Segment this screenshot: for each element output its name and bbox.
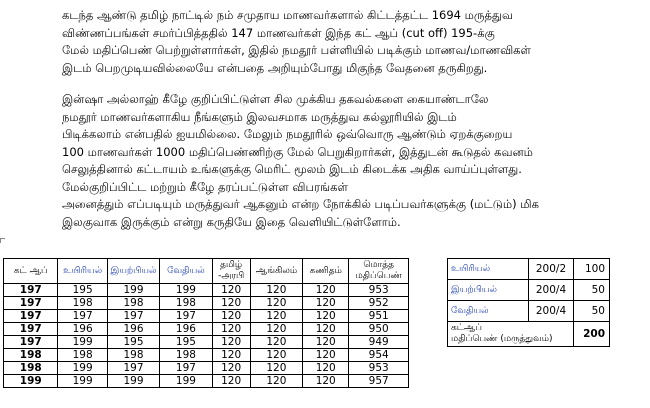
text-line: 100 மாணவர்கள் 1000 மதிப்பெண்ணிற்கு மேல் பெறுகிறார்கள், இத்துடன் கூடுதல் கவனம் [62, 144, 533, 159]
text-line: கடந்த ஆண்டு தமிழ் நாட்டில் நம் சமுதாய மாணவர்களால் கிட்டத்தட்ட 1694 மருத்துவ [62, 8, 514, 22]
table-row [4, 362, 409, 375]
cutoff-row-calc: 200/4 [529, 280, 574, 301]
text-line: செலுத்தினால் கட்டாயம் உங்களுக்கு மெரிட் மூலம் இடம் கிடைக்க அதிக வாய்ப்புள்ளது. [62, 162, 522, 176]
cutoff-cell: 197 [4, 336, 58, 349]
cutoff-cell: 197 [4, 310, 58, 323]
mark-cell: 120 [212, 323, 250, 336]
cutoff-row-calc: 200/2 [529, 259, 574, 280]
mark-cell: 949 [349, 336, 409, 349]
mark-cell: 120 [250, 349, 302, 362]
mark-cell: 120 [250, 284, 302, 297]
mark-cell: 120 [303, 349, 349, 362]
cutoff-row [448, 301, 610, 322]
mark-cell: 957 [349, 375, 409, 388]
mark-cell: 120 [212, 375, 250, 388]
header-total: மொத்த மதிப்பெண் [349, 259, 409, 284]
table-body [4, 284, 409, 388]
table-row [4, 375, 409, 388]
cutoff-calc-table [447, 258, 610, 347]
mark-cell: 198 [58, 349, 107, 362]
header-physics: இயற்பியல் [107, 259, 159, 284]
cutoff-row-value: 50 [574, 301, 610, 322]
cutoff-row-label: இயற்பியல் [448, 280, 529, 301]
mark-cell: 199 [58, 336, 107, 349]
table-anchor-mark [0, 238, 5, 243]
mark-cell: 120 [303, 375, 349, 388]
cutoff-row [448, 280, 610, 301]
cutoff-row-label: வேதியல் [448, 301, 529, 322]
intro-paragraph [62, 7, 594, 77]
table-row [4, 284, 409, 297]
mark-cell: 196 [160, 323, 212, 336]
mark-cell: 950 [349, 323, 409, 336]
text-line: மேல் மதிப்பெண் பெற்றுள்ளார்கள், இதில் நமதூர் பள்ளியில் படிக்கும் மாணவ/மாணவிகள் [62, 43, 531, 57]
mark-cell: 120 [212, 297, 250, 310]
mark-cell: 198 [107, 349, 159, 362]
mark-cell: 196 [58, 323, 107, 336]
mark-cell: 120 [303, 323, 349, 336]
header-maths: கணிதம் [303, 259, 349, 284]
header-english: ஆங்கிலம் [250, 259, 302, 284]
mark-cell: 199 [160, 375, 212, 388]
text-line: இன்ஷா அல்லாஹ் கீழே குறிப்பிட்டுள்ள சில முக்கிய தகவல்களை கையாண்டாலே [62, 92, 489, 106]
header-chemistry: வேதியல் [160, 259, 212, 284]
cutoff-total-label [448, 322, 574, 347]
mark-cell: 120 [250, 336, 302, 349]
cutoff-cell: 197 [4, 323, 58, 336]
mark-cell: 198 [58, 297, 107, 310]
cutoff-cell: 198 [4, 362, 58, 375]
text-line: பிடிக்கலாம் என்பதில் ஐயமில்லை. மேலும் நமதூரில் ஒவ்வொரு ஆண்டும் ஏறக்குறைய [62, 127, 513, 141]
cutoff-total-label-line2: மதிப்பெண் (மருத்துவம்) [451, 334, 553, 344]
mark-cell: 199 [107, 284, 159, 297]
cutoff-cell: 197 [4, 297, 58, 310]
mark-cell: 199 [107, 375, 159, 388]
mark-cell: 120 [212, 349, 250, 362]
mark-cell: 951 [349, 310, 409, 323]
table-row [4, 310, 409, 323]
mark-cell: 120 [303, 310, 349, 323]
mark-cell: 199 [160, 284, 212, 297]
mark-cell: 120 [303, 297, 349, 310]
marks-table [3, 258, 409, 388]
cutoff-total-row [448, 322, 610, 347]
mark-cell: 120 [212, 362, 250, 375]
mark-cell: 195 [160, 336, 212, 349]
cutoff-row [448, 259, 610, 280]
text-line: நமதூர் மாணவர்களாகிய நீங்களும் இலவசமாக மருத்துவ கல்லூரியில் இடம் [62, 109, 457, 124]
cutoff-row-value: 100 [574, 259, 610, 280]
text-line: இடம் பெறமுடியவில்லையே என்பதை அறியும்போது மிகுந்த வேதனை தருகிறது. [62, 60, 488, 75]
mark-cell: 198 [107, 297, 159, 310]
mark-cell: 197 [107, 362, 159, 375]
text-line: மேல்குறிப்பிட்ட மற்றும் கீழே தரப்பட்டுள்ள விபரங்கள் [62, 179, 348, 194]
mark-cell: 195 [58, 284, 107, 297]
cutoff-cell: 197 [4, 284, 58, 297]
table-row [4, 297, 409, 310]
mark-cell: 953 [349, 362, 409, 375]
mark-cell: 197 [160, 310, 212, 323]
mark-cell: 120 [250, 310, 302, 323]
mark-cell: 120 [303, 336, 349, 349]
mark-cell: 197 [107, 310, 159, 323]
mark-cell: 199 [58, 375, 107, 388]
text-line: விண்ணப்பங்கள் சமர்ப்பித்ததில் 147 மாணவர்கள் இந்த கட் ஆப் (cut off) 195-க்கு [62, 25, 495, 40]
table-row [4, 336, 409, 349]
mark-cell: 197 [58, 310, 107, 323]
cutoff-total-label-line1: கட்ஆப் [451, 323, 482, 333]
mark-cell: 199 [58, 362, 107, 375]
text-line: இலகுவாக இருக்கும் என்று கருதியே இதை வெளியிட்டுள்ளோம். [62, 214, 401, 229]
cutoff-total-value: 200 [574, 322, 610, 347]
table-row [4, 349, 409, 362]
mark-cell: 120 [212, 336, 250, 349]
mark-cell: 120 [250, 297, 302, 310]
mark-cell: 953 [349, 284, 409, 297]
table-row [4, 323, 409, 336]
table-header-row [4, 259, 409, 284]
cutoff-row-calc: 200/4 [529, 301, 574, 322]
text-line: அனைத்தும் எப்படியும் மருத்துவர் ஆகனும் என்ற நோக்கில் படிப்பவர்களுக்கு (மட்டும்) மிக [62, 197, 539, 211]
mark-cell: 954 [349, 349, 409, 362]
mark-cell: 198 [160, 297, 212, 310]
mark-cell: 952 [349, 297, 409, 310]
header-tamil-arabic: தமிழ் -அரபி [212, 259, 250, 284]
mark-cell: 120 [250, 323, 302, 336]
cutoff-cell: 199 [4, 375, 58, 388]
mark-cell: 196 [107, 323, 159, 336]
mark-cell: 120 [303, 284, 349, 297]
header-cutoff: கட் ஆப் [4, 259, 58, 284]
mark-cell: 198 [160, 349, 212, 362]
mark-cell: 120 [303, 362, 349, 375]
mark-cell: 120 [212, 284, 250, 297]
mark-cell: 120 [250, 362, 302, 375]
info-paragraph [62, 91, 594, 231]
mark-cell: 120 [250, 375, 302, 388]
cutoff-row-label: உயிரியல் [448, 259, 529, 280]
cutoff-row-value: 50 [574, 280, 610, 301]
mark-cell: 120 [212, 310, 250, 323]
mark-cell: 195 [107, 336, 159, 349]
mark-cell: 197 [160, 362, 212, 375]
cutoff-cell: 198 [4, 349, 58, 362]
header-biology: உயிரியல் [58, 259, 107, 284]
